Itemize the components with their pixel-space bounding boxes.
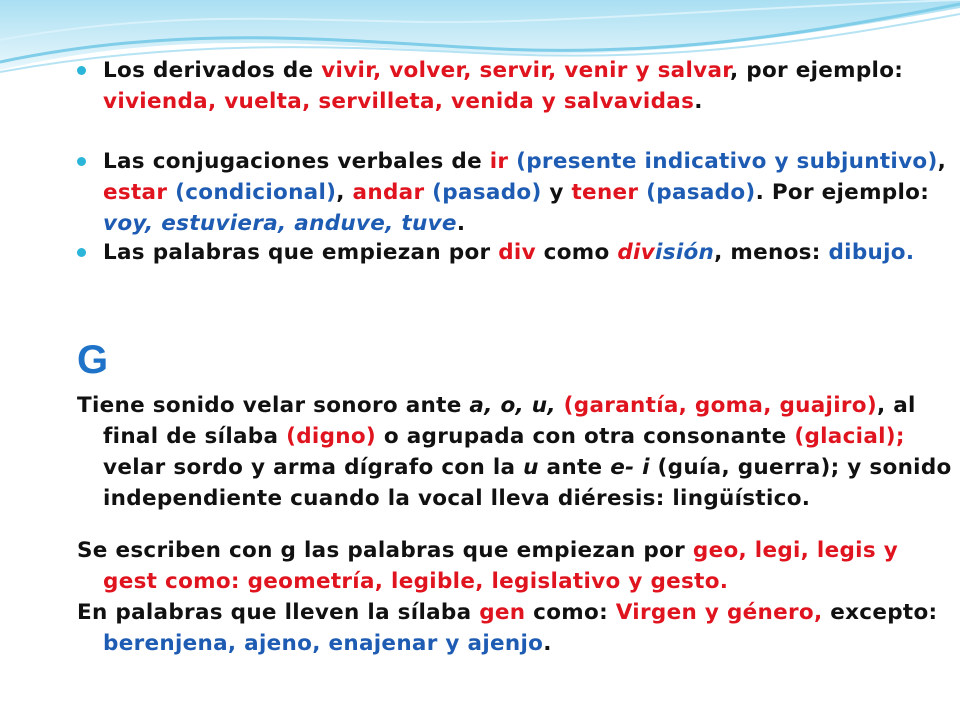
- text-run: En palabras que lleven la sílaba: [77, 600, 480, 625]
- text-run: [556, 393, 564, 418]
- text-run: div: [498, 240, 536, 265]
- text-run: como:: [525, 600, 616, 625]
- text-run: , al final de sílaba: [103, 393, 916, 449]
- text-run: u: [523, 455, 539, 480]
- text-run: e- i: [610, 455, 650, 480]
- text-run: gen: [479, 600, 526, 625]
- text-run: div: [617, 240, 656, 265]
- text-run: vivienda, vuelta, servilleta, venida y salvavidas: [103, 89, 695, 114]
- text-run: (glacial);: [794, 424, 905, 449]
- paragraph-sonido-velar: [77, 390, 953, 514]
- text-run: (garantía, goma, guajiro): [563, 393, 877, 418]
- text-run: y: [541, 180, 572, 205]
- text-run: ,: [937, 149, 947, 174]
- text-run: Los derivados de: [103, 58, 322, 83]
- text-run: Las conjugaciones verbales de: [103, 149, 490, 174]
- text-run: dibujo.: [828, 240, 915, 265]
- text-run: geo, legi, legis y gest como: geometría, legible, legislativo y gesto.: [103, 538, 899, 594]
- bullet-derivados: [77, 55, 953, 117]
- text-run: , menos:: [714, 240, 829, 265]
- bullet-div: [77, 237, 953, 268]
- text-run: (digno): [286, 424, 377, 449]
- text-run: o agrupada con otra consonante: [376, 424, 795, 449]
- text-run: (guía, guerra); y sonido independiente cuando la vocal lleva diéresis: lingüístico.: [103, 455, 952, 511]
- text-run: ,: [336, 180, 353, 205]
- text-run: ir: [489, 149, 509, 174]
- text-run: , por ejemplo:: [730, 58, 904, 83]
- text-run: (condicional): [175, 180, 337, 205]
- bullet-conjugaciones: [77, 146, 953, 239]
- text-run: tener: [571, 180, 639, 205]
- text-run: [508, 149, 516, 174]
- text-run: como: [535, 240, 618, 265]
- text-run: a, o, u,: [469, 393, 556, 418]
- paragraph-gen: [77, 597, 953, 659]
- text-run: excepto:: [822, 600, 938, 625]
- text-run: (pasado): [432, 180, 542, 205]
- text-run: (pasado): [646, 180, 756, 205]
- text-run: [424, 180, 432, 205]
- text-run: berenjena, ajeno, enajenar y ajenjo: [103, 631, 544, 656]
- text-run: estar: [103, 180, 168, 205]
- text-run: vivir, volver, servir, venir y salvar: [321, 58, 731, 83]
- text-run: Virgen y género,: [615, 600, 823, 625]
- text-run: Se escriben con g las palabras que empiezan por: [77, 538, 693, 563]
- text-run: [167, 180, 175, 205]
- text-run: .: [694, 89, 703, 114]
- text-run: voy, estuviera, anduve, tuve: [103, 211, 457, 236]
- text-run: Tiene sonido velar sonoro ante: [77, 393, 470, 418]
- text-run: . Por ejemplo:: [755, 180, 930, 205]
- section-heading-g: G: [77, 338, 109, 382]
- text-run: andar: [352, 180, 425, 205]
- text-run: .: [543, 631, 552, 656]
- text-run: [638, 180, 646, 205]
- text-run: velar sordo y arma dígrafo con la: [103, 455, 524, 480]
- text-run: isión: [655, 240, 715, 265]
- text-run: Las palabras que empiezan por: [103, 240, 499, 265]
- paragraph-prefijos: [77, 535, 953, 597]
- text-run: ante: [538, 455, 611, 480]
- text-run: .: [456, 211, 466, 236]
- text-run: (presente indicativo y subjuntivo): [516, 149, 938, 174]
